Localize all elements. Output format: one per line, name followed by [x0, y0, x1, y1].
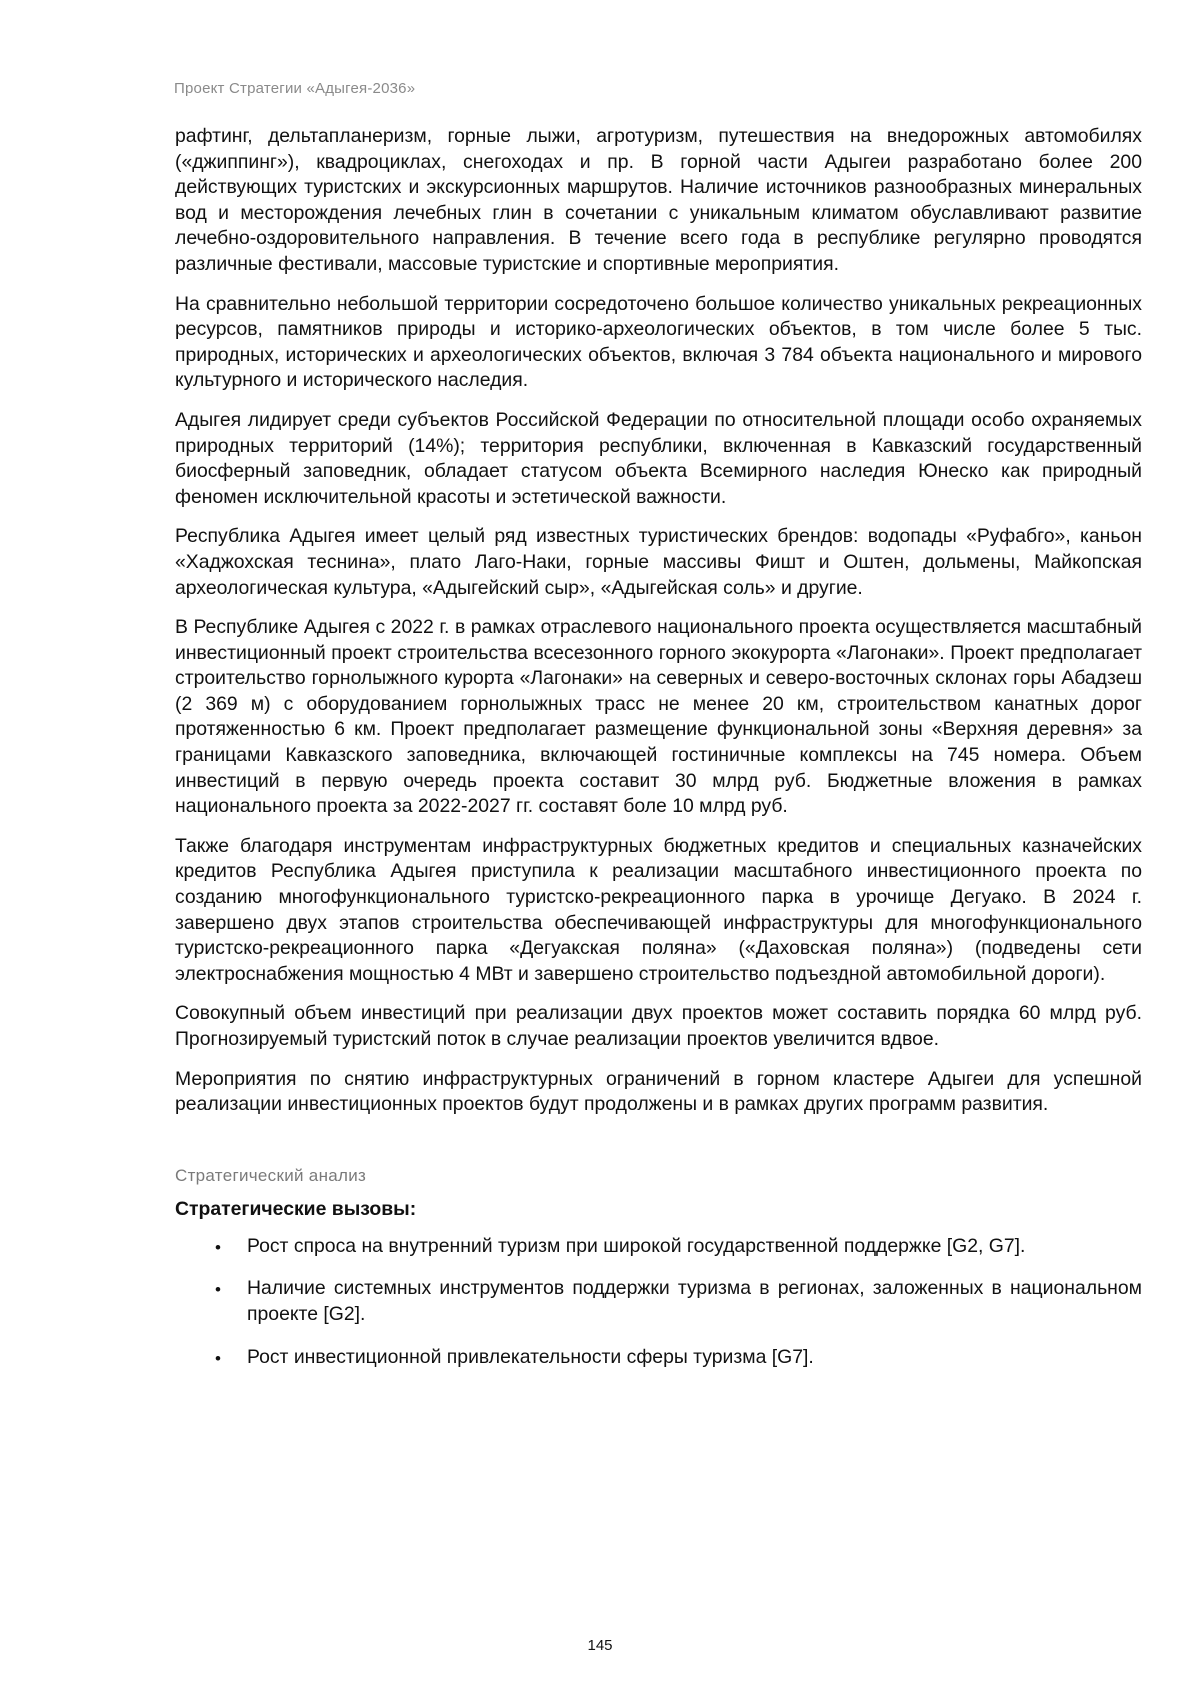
paragraph: Мероприятия по снятию инфраструктурных ограничений в горном кластере Адыгеи для успешной реализации инвестиционных проектов будут продолжены и в рамках других программ развития.: [175, 1067, 1142, 1116]
list-item-text: Рост инвестиционной привлекательности сферы туризма [G7].: [247, 1345, 814, 1368]
paragraph: Республика Адыгея имеет целый ряд известных туристических брендов: водопады «Руфабго», каньон «Хаджохская теснина», плато Лаго-Наки, горные массивы Фишт и Оштен, дольмены, Майкопская археологическая культура, «Адыгейский сыр», «Адыгейская соль» и другие.: [175, 525, 1142, 599]
paragraph: рафтинг, дельтапланеризм, горные лыжи, агротуризм, путешествия на внедорожных автомобилях («джиппинг»), квадроциклах, снегоходах и пр. В горной части Адыгеи разработано более 200 действующих туристских и экскурсионных маршрутов. Наличие источников разнообразных минеральных вод и месторождения лечебных глин в сочетании с уникальным климатом обуславливают развитие лечебно-оздоровительного направления. В течение всего года в республике регулярно проводятся различные фестивали, массовые туристские и спортивные мероприятия.: [175, 125, 1142, 275]
running-header: Проект Стратегии «Адыгея-2036»: [174, 80, 416, 97]
paragraph: На сравнительно небольшой территории сосредоточено большое количество уникальных рекреационных ресурсов, памятников природы и историко-археологических объектов, в том числе более 5 тыс. природных, исторических и археологических объектов, включая 3 784 объекта национального и мирового культурного и исторического наследия.: [175, 292, 1142, 392]
bullet-icon: •: [215, 1237, 221, 1257]
page-content: [175, 124, 1142, 1387]
bullet-icon: •: [215, 1348, 221, 1368]
bullet-icon: •: [215, 1280, 221, 1300]
list-item: [175, 1276, 1142, 1327]
list-item-text: Рост спроса на внутренний туризм при широкой государственной поддержке [G2, G7].: [247, 1234, 1026, 1257]
paragraph: Совокупный объем инвестиций при реализации двух проектов может составить порядка 60 млрд руб. Прогнозируемый туристский поток в случае реализации проектов увеличится вдвое.: [175, 1002, 1142, 1050]
paragraph: Также благодаря инструментам инфраструктурных бюджетных кредитов и специальных казначейских кредитов Республика Адыгея приступила к реализации масштабного инвестиционного проекта по созданию многофункционального туристско-рекреационного парка в урочище Дегуако. В 2024 г. завершено двух этапов строительства обеспечивающей инфраструктуры для многофункционального туристско-рекреационного парка «Дегуакская поляна» («Даховская поляна») (подведены сети электроснабжения мощностью 4 МВт и завершено строительство подъездной автомобильной дороги).: [175, 834, 1142, 985]
list-item: [175, 1234, 1142, 1260]
section-label: Стратегический анализ: [175, 1165, 367, 1185]
list-item-text: Наличие системных инструментов поддержки туризма в регионах, заложенных в национальном проекте [G2].: [247, 1277, 1142, 1325]
paragraph: Адыгея лидирует среди субъектов Российской Федерации по относительной площади особо охраняемых природных территорий (14%); территория республики, включенная в Кавказский государственный биосферный заповедник, обладает статусом объекта Всемирного наследия Юнеско как природный феномен исключительной красоты и эстетической важности.: [175, 408, 1142, 508]
page-number: 145: [587, 1637, 613, 1654]
bullet-list: [175, 1234, 1142, 1370]
paragraph: В Республике Адыгея с 2022 г. в рамках отраслевого национального проекта осуществляется масштабный инвестиционный проект строительства всесезонного горного экокурорта «Лагонаки». Проект предполагает строительство горнолыжного курорта «Лагонаки» на северных и северо-восточных склонах горы Абадзеш (2 369 м) с оборудованием горнолыжных трасс не менее 20 км, строительством канатных дорог протяженностью 6 км. Проект предполагает размещение функциональной зоны «Верхняя деревня» за границами Кавказского заповедника, включающей гостиничные комплексы на 745 номера. Объем инвестиций в первую очередь проекта составит 30 млрд руб. Бюджетные вложения в рамках национального проекта за 2022-2027 гг. составят боле 10 млрд руб.: [175, 616, 1142, 818]
list-item: [175, 1345, 1142, 1371]
subheading: Стратегические вызовы:: [175, 1197, 417, 1220]
